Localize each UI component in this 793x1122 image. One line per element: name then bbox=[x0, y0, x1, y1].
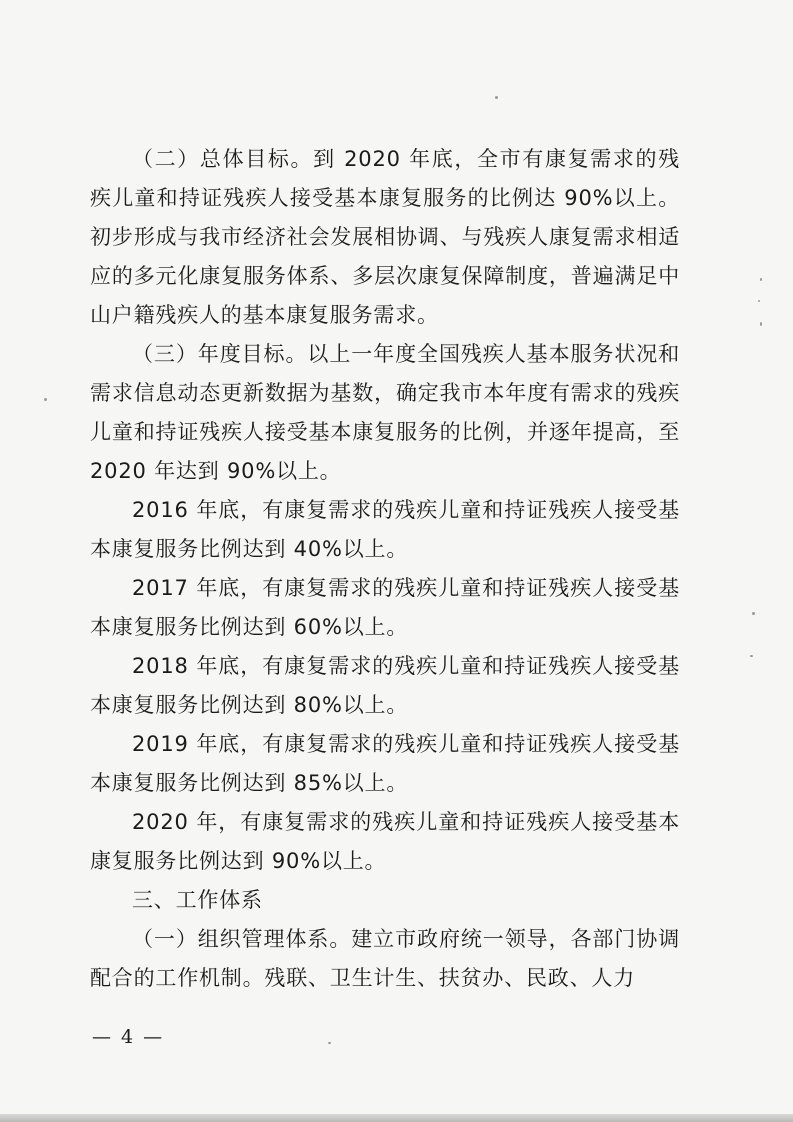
paragraph-target-2017 bbox=[90, 569, 680, 647]
scan-speck bbox=[760, 278, 762, 281]
page-number: — 4 — bbox=[92, 1026, 165, 1048]
paragraph-text: 以上一年度全国残疾人基本服务状况和需求信息动态更新数据为基数，确定我市本年度有需求的残疾儿童和持证残疾人接受基本康复服务的比例，并逐年提高，至 2020 年达到 90%以上。 bbox=[90, 342, 680, 483]
paragraph-text: 2016 年底，有康复需求的残疾儿童和持证残疾人接受基本康复服务比例达到 40%以上。 bbox=[90, 498, 680, 561]
paragraph-target-2018 bbox=[90, 647, 680, 725]
scan-speck bbox=[750, 655, 753, 657]
section-heading-org-management: （一）组织管理体系。 bbox=[132, 927, 352, 951]
scan-speck bbox=[495, 96, 498, 99]
scan-speck bbox=[752, 612, 755, 615]
section-title-work-system bbox=[90, 881, 680, 920]
scan-speck bbox=[44, 398, 47, 401]
scan-speck bbox=[328, 1042, 331, 1044]
section-heading-annual-goal: （三）年度目标。 bbox=[132, 342, 308, 366]
paragraph-target-2019 bbox=[90, 725, 680, 803]
paragraph-text: 2019 年底，有康复需求的残疾儿童和持证残疾人接受基本康复服务比例达到 85%以上。 bbox=[90, 732, 680, 795]
body-text bbox=[90, 140, 680, 998]
paragraph-text: 到 2020 年底，全市有康复需求的残疾儿童和持证残疾人接受基本康复服务的比例达 90%以上。初步形成与我市经济社会发展相协调、与残疾人康复需求相适应的多元化康复服务体系、多层次康复保障制度，普遍满足中山户籍残疾人的基本康复服务需求。 bbox=[90, 147, 680, 327]
paragraph-target-2020 bbox=[90, 803, 680, 881]
scan-speck bbox=[760, 322, 762, 326]
paragraph-text: 三、工作体系 bbox=[132, 888, 263, 912]
paragraph-text: 2020 年，有康复需求的残疾儿童和持证残疾人接受基本康复服务比例达到 90%以上。 bbox=[90, 810, 680, 873]
paragraph-text: 2018 年底，有康复需求的残疾儿童和持证残疾人接受基本康复服务比例达到 80%以上。 bbox=[90, 654, 680, 717]
section-heading-overall-goal: （二）总体目标。 bbox=[132, 147, 314, 171]
paragraph-overall-goal bbox=[90, 140, 680, 335]
scan-edge-shadow bbox=[0, 1114, 793, 1122]
paragraph-org-management bbox=[90, 920, 680, 998]
paragraph-text: 2017 年底，有康复需求的残疾儿童和持证残疾人接受基本康复服务比例达到 60%以上。 bbox=[90, 576, 680, 639]
paragraph-text: 建立市政府统一领导，各部门协调配合的工作机制。残联、卫生计生、扶贫办、民政、人力 bbox=[90, 927, 680, 990]
paragraph-annual-goal bbox=[90, 335, 680, 491]
paragraph-target-2016 bbox=[90, 491, 680, 569]
scan-speck bbox=[758, 300, 760, 302]
